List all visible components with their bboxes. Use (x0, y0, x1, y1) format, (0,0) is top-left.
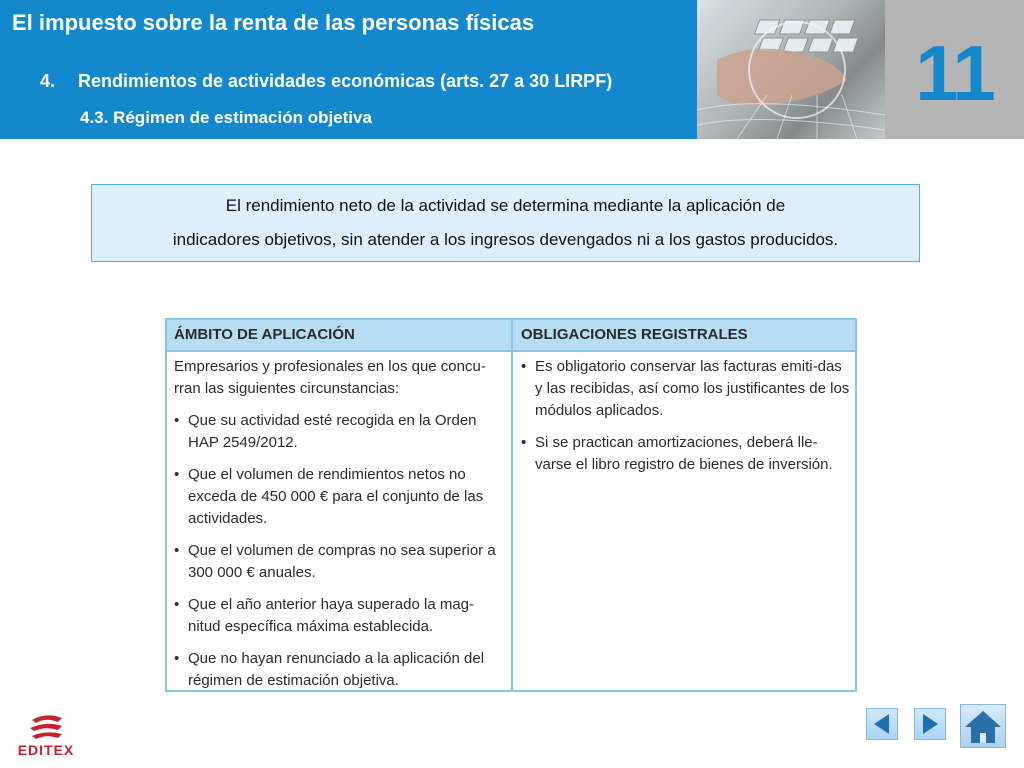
scope-column (174, 356, 504, 702)
regime-table (165, 318, 857, 692)
intro-line-2: indicadores objetivos, sin atender a los ingresos devengados ni a los gastos producidos. (172, 230, 839, 249)
list-item: • Que el año anterior haya superado la mag-nitud específica máxima establecida. (174, 594, 504, 638)
column-header-obligations: OBLIGACIONES REGISTRALES (521, 326, 748, 343)
header-bar (0, 0, 1024, 139)
page-title: El impuesto sobre la renta de las personas físicas (12, 10, 535, 35)
column-header-scope: ÁMBITO DE APLICACIÓN (174, 326, 355, 343)
previous-button[interactable] (866, 708, 898, 740)
editex-logo-mark-icon (10, 712, 82, 742)
list-item: • Que su actividad esté recogida en la Orden HAP 2549/2012. (174, 410, 504, 454)
home-button[interactable] (960, 704, 1006, 748)
list-item: • Es obligatorio conservar las facturas emiti-das y las recibidas, así como los justificantes de los módulos aplicados. (521, 356, 851, 422)
section-heading (40, 71, 612, 92)
list-item: • Que el volumen de rendimientos netos no exceda de 450 000 € para el conjunto de las actividades. (174, 464, 504, 530)
list-item: • Que no hayan renunciado a la aplicación del régimen de estimación objetiva. (174, 648, 504, 692)
section-title: Rendimientos de actividades económicas (arts. 27 a 30 LIRPF) (78, 71, 613, 91)
list-item: • Que el volumen de compras no sea superior a 300 000 € anuales. (174, 540, 504, 584)
intro-box (91, 184, 920, 262)
section-number: 4. (40, 71, 56, 91)
home-icon (961, 705, 1005, 747)
column-divider (511, 320, 513, 690)
subsection-heading: 4.3. Régimen de estimación objetiva (80, 108, 372, 127)
obligations-column (521, 356, 851, 486)
list-item: • Si se practican amortizaciones, deberá lle-varse el libro registro de bienes de inversión. (521, 432, 851, 476)
intro-line-1: El rendimiento neto de la actividad se determina mediante la aplicación de (225, 196, 786, 215)
editex-logo (10, 712, 82, 762)
header-photo (697, 0, 885, 139)
unit-number: 11 (915, 29, 994, 117)
keyboard-photo-image (697, 0, 885, 139)
next-button[interactable] (914, 708, 946, 740)
logo-text: EDITEX (17, 742, 75, 758)
scope-intro: Empresarios y profesionales en los que concu-rran las siguientes circunstancias: (174, 358, 486, 397)
unit-panel (885, 0, 1024, 139)
arrow-left-icon (867, 709, 897, 739)
arrow-right-icon (915, 709, 945, 739)
